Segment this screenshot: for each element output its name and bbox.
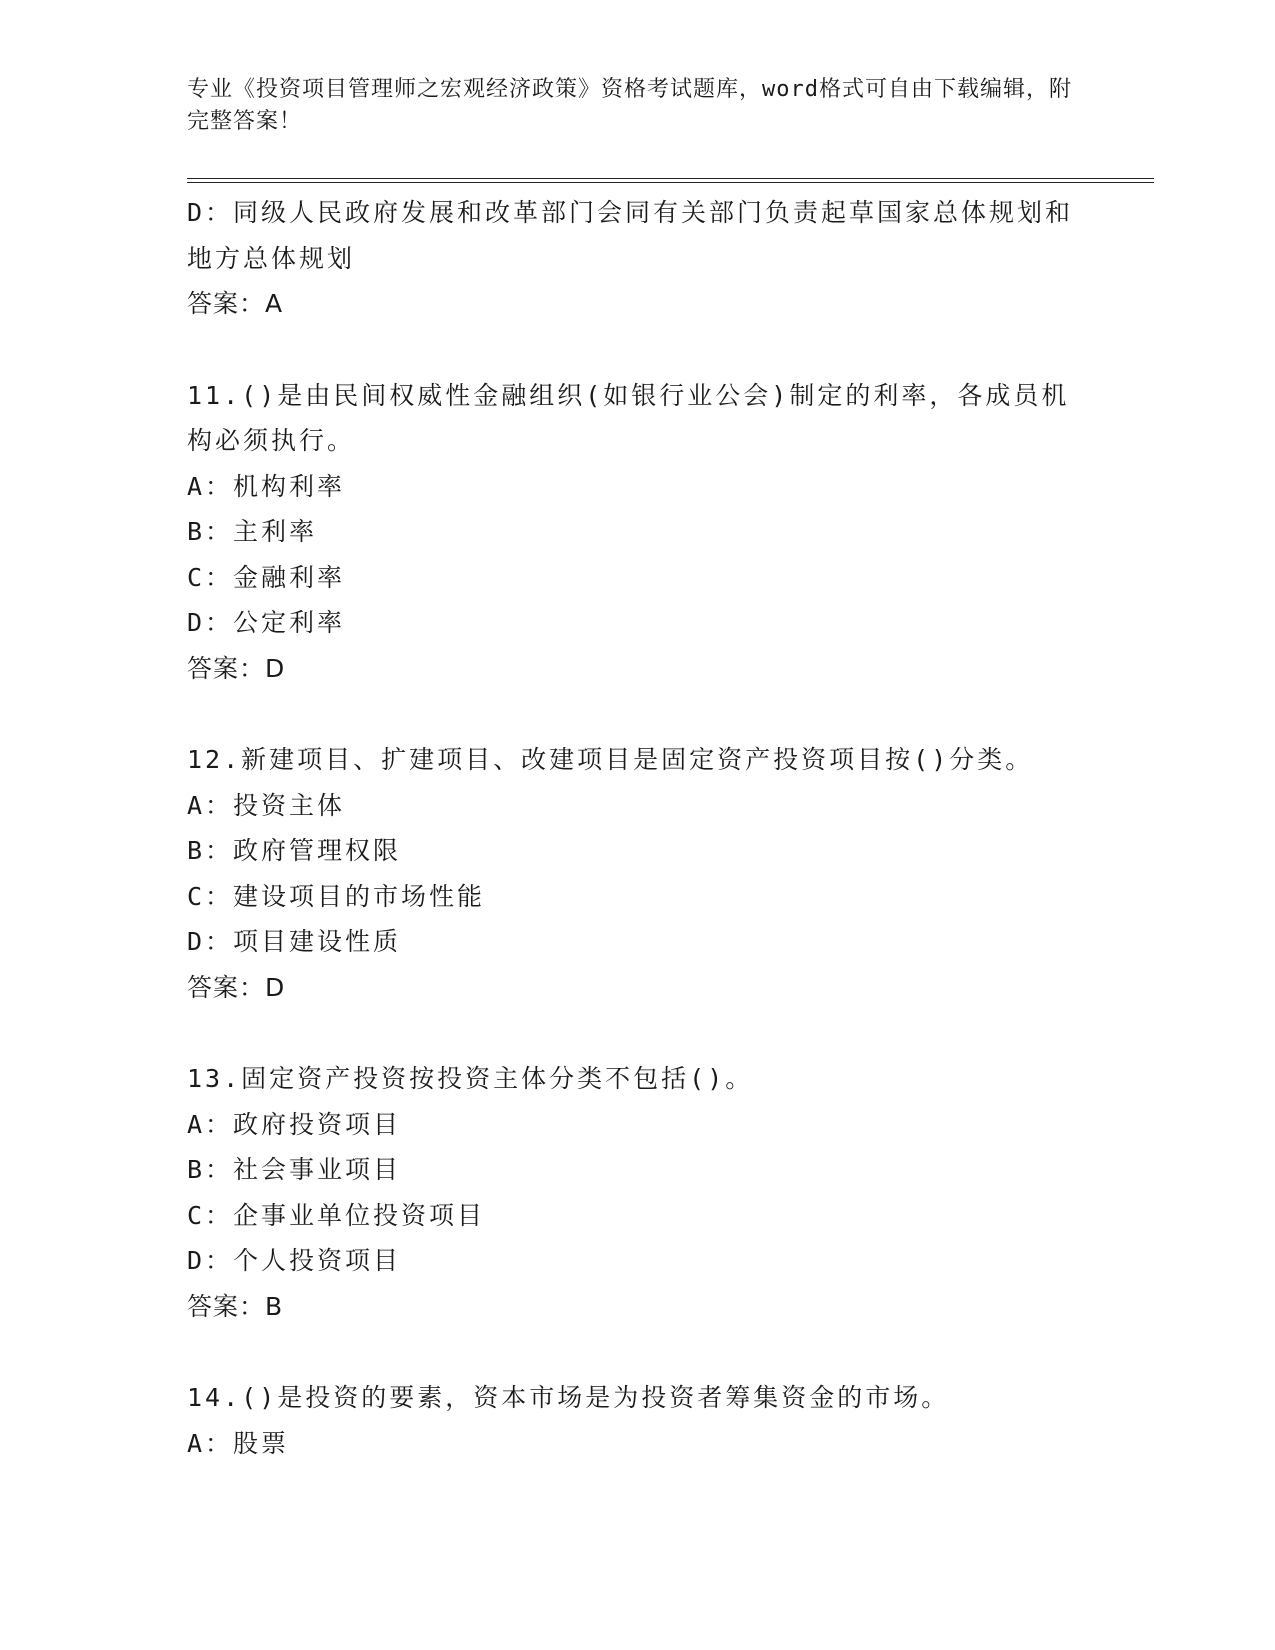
prev-option-d: D：同级人民政府发展和改革部门会同有关部门负责起草国家总体规划和地方总体规划 <box>187 198 1074 273</box>
question-14 <box>187 1375 1087 1466</box>
question-stem: 11.()是由民间权威性金融组织(如银行业公会)制定的利率，各成员机构必须执行。 <box>187 380 1070 455</box>
question-content <box>187 190 1087 1466</box>
question-stem: 14.()是投资的要素，资本市场是为投资者筹集资金的市场。 <box>187 1383 950 1412</box>
answer: 答案：B <box>187 1291 284 1321</box>
option-b: B：政府管理权限 <box>187 836 402 865</box>
spacer <box>187 1329 1087 1375</box>
option-d: D：公定利率 <box>187 608 346 637</box>
question-11 <box>187 373 1087 692</box>
option-c: C：建设项目的市场性能 <box>187 881 486 911</box>
answer: 答案：D <box>187 653 286 683</box>
option-d: D：个人投资项目 <box>187 1246 402 1275</box>
document-header: 专业《投资项目管理师之宏观经济政策》资格考试题库，word格式可自由下载编辑，附完整答案！ <box>187 77 1072 134</box>
question-stem: 12.新建项目、扩建项目、改建项目是固定资产投资项目按()分类。 <box>187 745 1034 774</box>
question-stem: 13.固定资产投资按投资主体分类不包括()。 <box>187 1064 754 1093</box>
option-a: A：股票 <box>187 1428 290 1458</box>
option-a: A：投资主体 <box>187 790 346 820</box>
prev-answer: 答案：A <box>187 289 284 318</box>
answer: 答案：D <box>187 972 286 1002</box>
header-rule-top <box>187 178 1154 179</box>
option-a: A：政府投资项目 <box>187 1109 402 1139</box>
option-c: C：金融利率 <box>187 562 346 592</box>
option-d: D：项目建设性质 <box>187 927 402 956</box>
option-a: A：机构利率 <box>187 471 346 501</box>
spacer <box>187 327 1087 373</box>
spacer <box>187 691 1087 737</box>
option-b: B：主利率 <box>187 517 318 546</box>
option-c: C：企事业单位投资项目 <box>187 1200 486 1230</box>
spacer <box>187 1010 1087 1056</box>
header-rule-bottom <box>187 182 1154 183</box>
question-12 <box>187 737 1087 1010</box>
question-13 <box>187 1056 1087 1329</box>
option-b: B：社会事业项目 <box>187 1155 402 1184</box>
